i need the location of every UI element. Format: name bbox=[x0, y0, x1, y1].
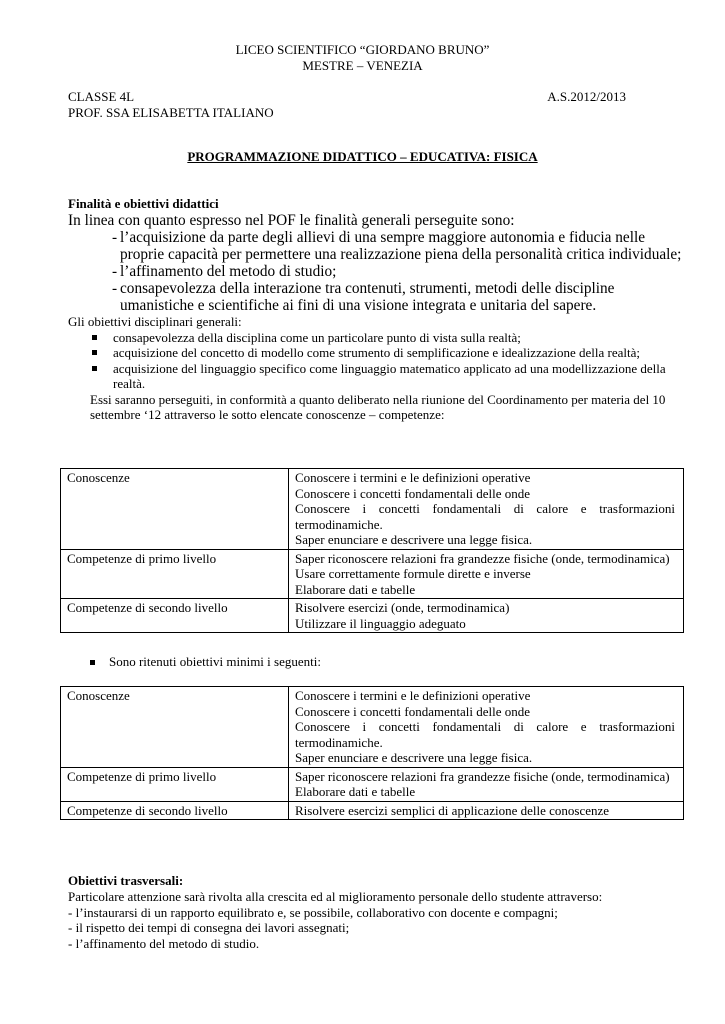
list-item: consapevolezza della disciplina come un particolare punto di vista sulla realtà; bbox=[68, 330, 688, 346]
row-content: Risolvere esercizi (onde, termodinamica) Utilizzare il linguaggio adeguato bbox=[289, 599, 684, 633]
row-label: Competenze di secondo livello bbox=[61, 801, 289, 820]
table-row bbox=[61, 599, 684, 633]
competenze-table bbox=[60, 468, 684, 633]
trasversali-intro: Particolare attenzione sarà rivolta alla crescita ed al miglioramento personale dello studente attraverso: bbox=[68, 889, 603, 904]
school-city: MESTRE – VENEZIA bbox=[302, 58, 423, 73]
section-trasversali bbox=[68, 873, 688, 951]
minimi-intro: Sono ritenuti obiettivi minimi i seguenti: bbox=[68, 654, 321, 670]
row-content: Conoscere i termini e le definizioni operative Conoscere i concetti fondamentali delle onde Conoscere i concetti fondamentali di calore e trasformazioni termodinamiche. Saper enunciare e descrivere una legge fisica. bbox=[289, 687, 684, 768]
finalita-list bbox=[68, 229, 688, 314]
school-name: LICEO SCIENTIFICO “GIORDANO BRUNO” bbox=[235, 42, 490, 57]
list-item: acquisizione del linguaggio specifico come linguaggio matematico applicato ad una modellizzazione della realtà. bbox=[68, 361, 688, 392]
obiettivi-minimi-table bbox=[60, 686, 684, 820]
document-title: PROGRAMMAZIONE DIDATTICO – EDUCATIVA: FISICA bbox=[187, 149, 538, 164]
square-bullet-icon bbox=[92, 366, 97, 371]
table-row bbox=[61, 767, 684, 801]
list-item: - il rispetto dei tempi di consegna dei lavori assegnati; bbox=[68, 920, 350, 935]
table-row bbox=[61, 549, 684, 599]
list-item: - l’affinamento del metodo di studio. bbox=[68, 935, 260, 951]
obiettivi-intro: Gli obiettivi disciplinari generali: bbox=[68, 314, 242, 329]
teacher-name: PROF. SSA ELISABETTA ITALIANO bbox=[68, 105, 274, 120]
class-info bbox=[68, 89, 626, 121]
row-label: Conoscenze bbox=[61, 687, 289, 768]
row-content: Risolvere esercizi semplici di applicazione delle conoscenze bbox=[289, 801, 684, 820]
section-finalita bbox=[68, 196, 688, 423]
square-bullet-icon bbox=[92, 335, 97, 340]
table-row bbox=[61, 801, 684, 820]
square-bullet-icon bbox=[92, 350, 97, 355]
row-content: Conoscere i termini e le definizioni operative Conoscere i concetti fondamentali delle onde Conoscere i concetti fondamentali di calore e trasformazioni termodinamiche. Saper enunciare e descrivere una legge fisica. bbox=[289, 469, 684, 550]
finalita-heading: Finalità e obiettivi didattici bbox=[68, 196, 219, 211]
row-content: Saper riconoscere relazioni fra grandezze fisiche (onde, termodinamica) Elaborare dati e tabelle bbox=[289, 767, 684, 801]
trasversali-heading: Obiettivi trasversali: bbox=[68, 873, 184, 888]
row-content: Saper riconoscere relazioni fra grandezze fisiche (onde, termodinamica) Usare correttamente formule dirette e inverse Elaborare dati e tabelle bbox=[289, 549, 684, 599]
school-year: A.S.2012/2013 bbox=[547, 89, 626, 104]
row-label: Competenze di primo livello bbox=[61, 767, 289, 801]
row-label: Competenze di primo livello bbox=[61, 549, 289, 599]
table-row bbox=[61, 687, 684, 768]
finalita-intro: In linea con quanto espresso nel POF le finalità generali perseguite sono: bbox=[68, 212, 515, 229]
row-label: Competenze di secondo livello bbox=[61, 599, 289, 633]
document-header bbox=[0, 42, 725, 74]
square-bullet-icon bbox=[90, 660, 95, 665]
list-item: - consapevolezza della interazione tra contenuti, strumenti, metodi delle discipline umanistiche e scientifiche ai fini di una visione integrata e unitaria del sapere. bbox=[112, 280, 615, 314]
conformita-paragraph: Essi saranno perseguiti, in conformità a quanto deliberato nella riunione del Coordinamento per materia del 10 settembre ‘12 attraverso le sotto elencate conoscenze – competenze: bbox=[90, 391, 666, 422]
list-item: acquisizione del concetto di modello come strumento di semplificazione e idealizzazione della realtà; bbox=[68, 345, 688, 361]
table-row bbox=[61, 469, 684, 550]
list-item: - l’instaurarsi di un rapporto equilibrato e, se possibile, collaborativo con docente e compagni; bbox=[68, 904, 558, 920]
row-label: Conoscenze bbox=[61, 469, 289, 550]
obiettivi-list bbox=[68, 330, 688, 392]
class-label: CLASSE 4L bbox=[68, 89, 135, 104]
list-item: - l’affinamento del metodo di studio; bbox=[112, 263, 337, 280]
list-item: - l’acquisizione da parte degli allievi di una sempre maggiore autonomia e fiducia nelle proprie capacità per permettere una realizzazione piena della personalità critica individuale; bbox=[112, 229, 682, 263]
